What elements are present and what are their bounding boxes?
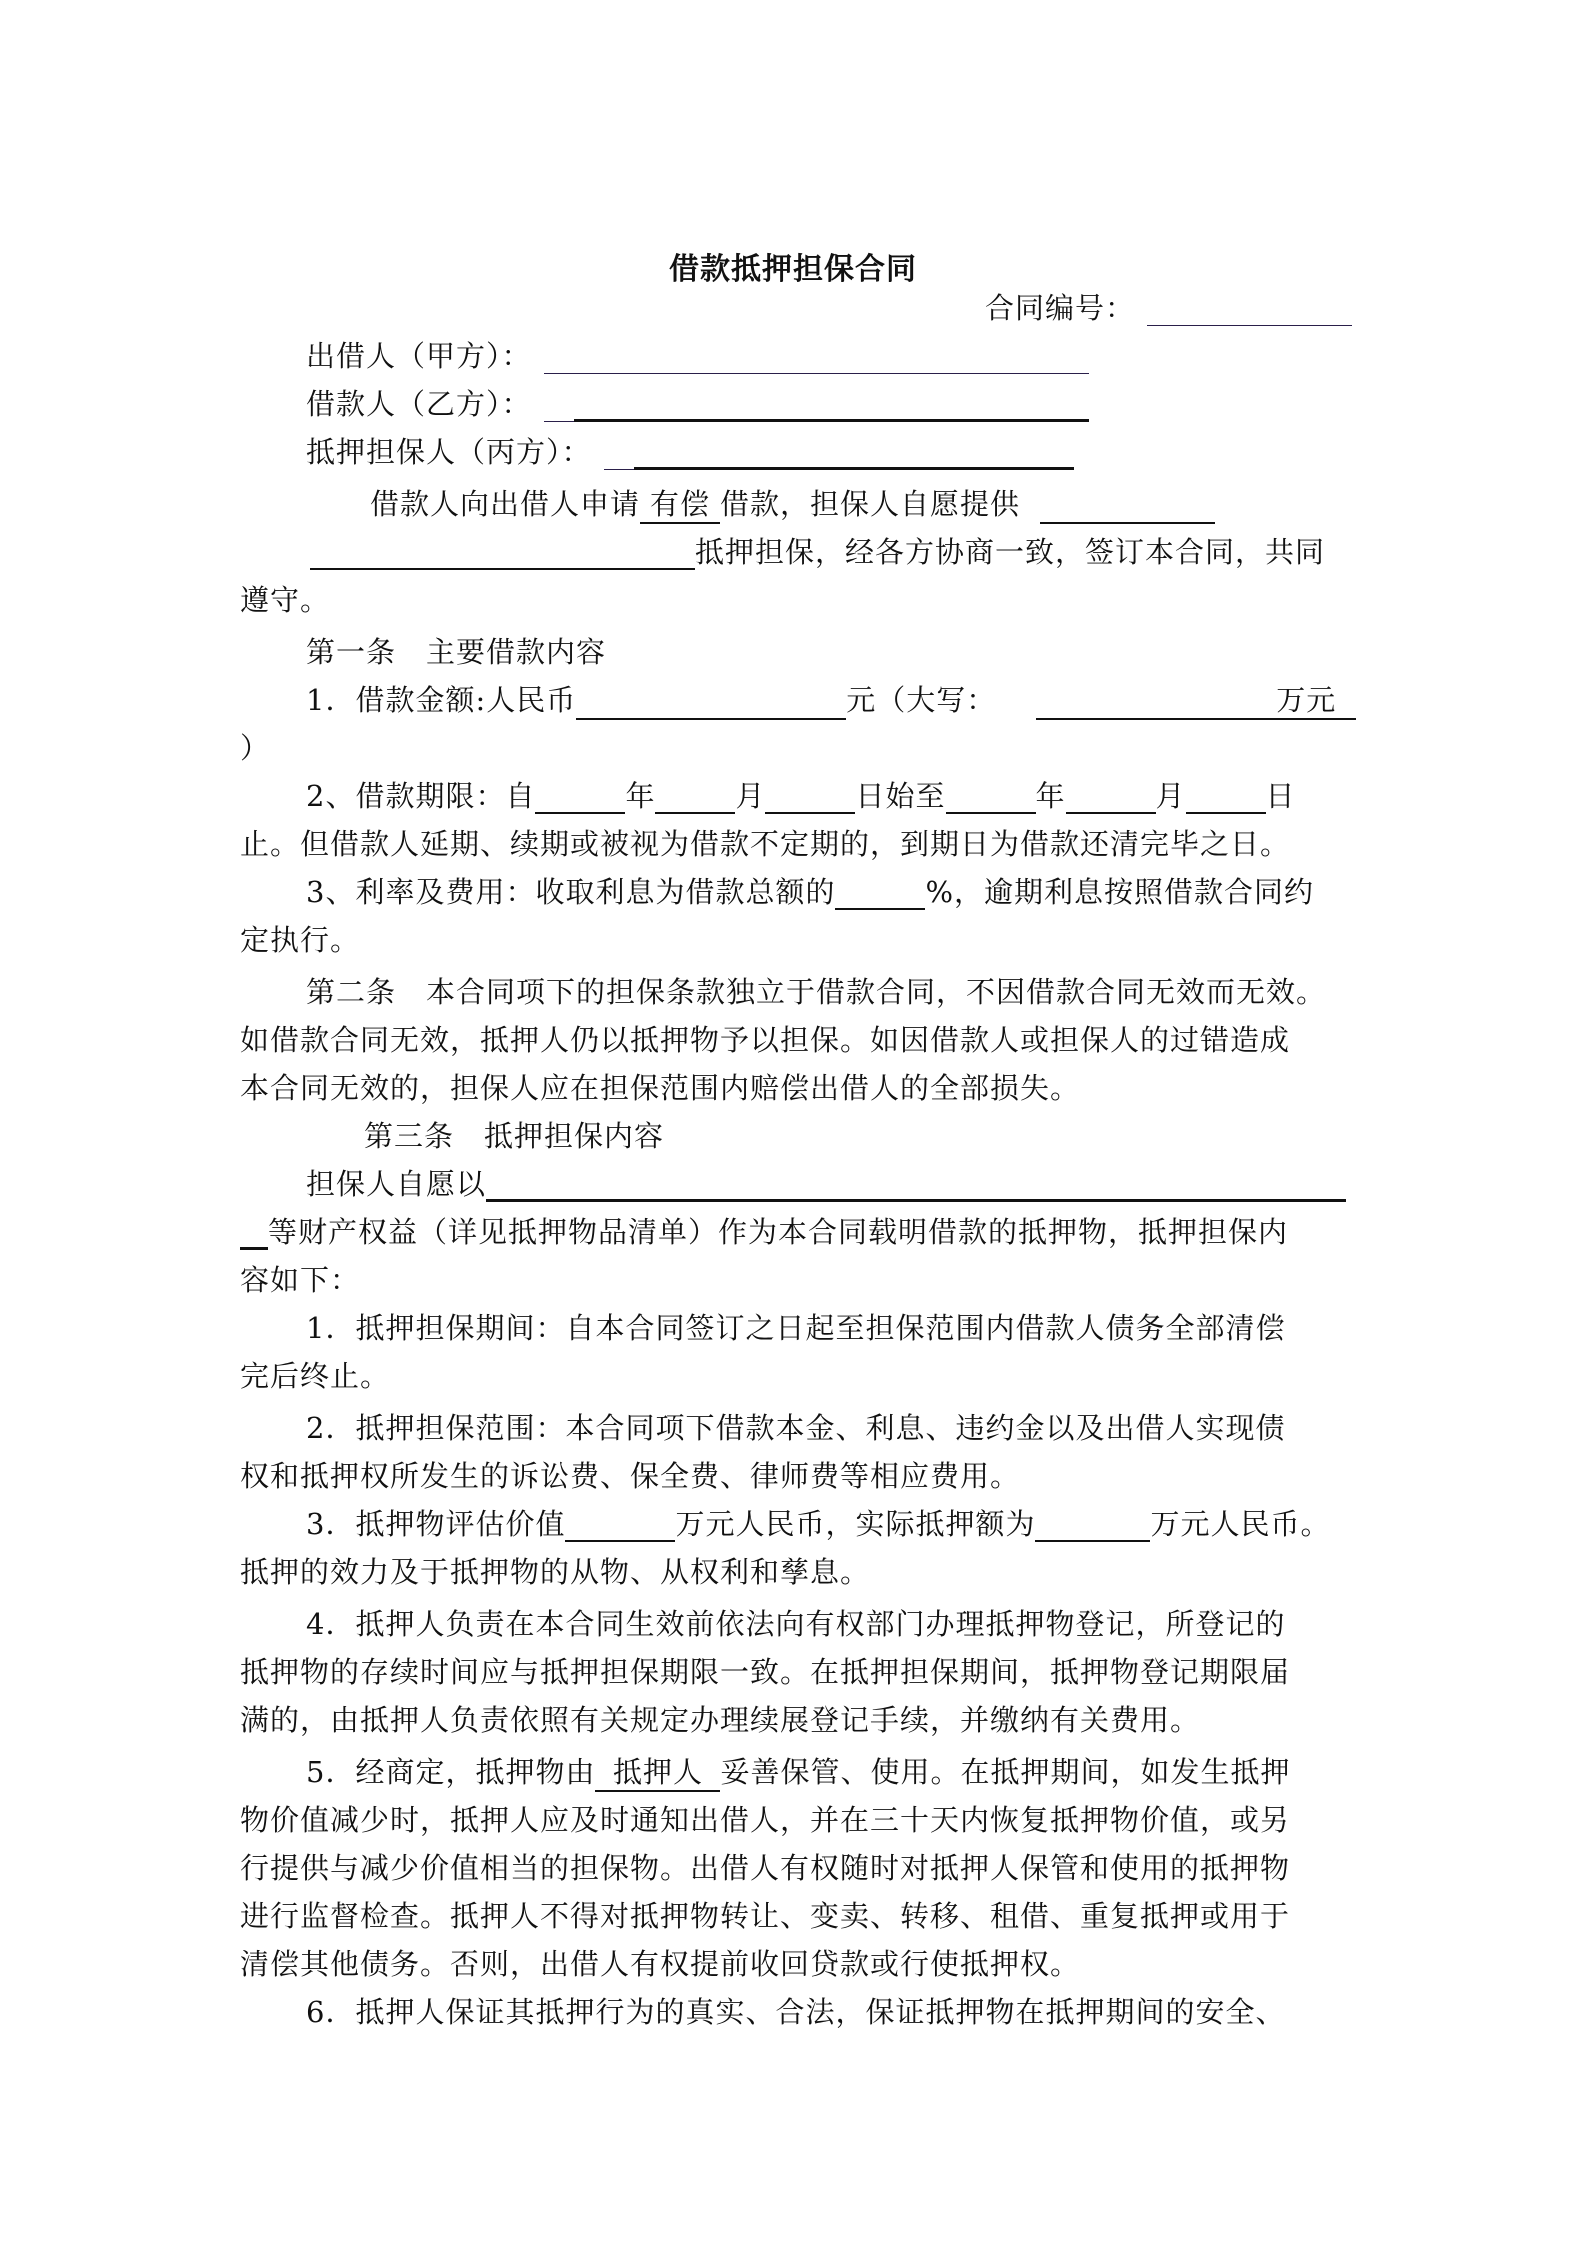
clause-5-line-1 — [306, 1754, 1290, 1792]
clause-3-line-1 — [306, 1506, 1330, 1542]
borrower-blank-lead — [544, 391, 574, 422]
preamble-line-2 — [310, 534, 1325, 570]
preamble-line-1 — [370, 486, 1215, 524]
loan-type-blank[interactable] — [640, 486, 720, 524]
loan-amount-blank[interactable] — [576, 688, 846, 720]
clause-5-line-5: 清偿其他债务。否则，出借人有权提前收回贷款或行使抵押权。 — [240, 1947, 1081, 1981]
month-text: 月 — [735, 779, 766, 813]
borrower-label: 借款人（乙方）： — [306, 387, 532, 421]
clause-5-text: 5．经商定，抵押物由 — [306, 1755, 596, 1789]
end-year-blank[interactable] — [946, 782, 1036, 814]
clause-3-text: 3．抵押物评估价值 — [306, 1507, 566, 1541]
clause-4-line-2: 抵押物的存续时间应与抵押担保期限一致。在抵押担保期间，抵押物登记期限届 — [240, 1655, 1291, 1689]
clause-5-line-3: 行提供与减少价值相当的担保物。出借人有权随时对抵押人保管和使用的抵押物 — [240, 1851, 1291, 1885]
collateral-intro-line-2 — [240, 1214, 1288, 1250]
preamble-text: 借款，担保人自愿提供 — [720, 487, 1021, 521]
preamble-text: 借款人向出借人申请 — [370, 487, 641, 521]
custodian-value: 抵押人 — [612, 1755, 703, 1789]
guarantor-blank[interactable] — [634, 437, 1074, 470]
collateral-intro-row — [306, 1166, 1346, 1202]
clause-4-line-1: 4．抵押人负责在本合同生效前依法向有权部门办理抵押物登记，所登记的 — [306, 1607, 1286, 1641]
borrower-row — [306, 386, 1089, 422]
preamble-text: 抵押担保，经各方协商一致，签订本合同，共同 — [695, 535, 1326, 569]
loan-term-label: 2、借款期限：自 — [306, 779, 536, 813]
interest-text: %，逾期利息按照借款合同约 — [925, 875, 1315, 909]
loan-amount-text: 元（大写： — [846, 683, 997, 717]
article-2-line-3: 本合同无效的，担保人应在担保范围内赔偿出借人的全部损失。 — [240, 1071, 1081, 1105]
article-1-heading: 第一条 主要借款内容 — [306, 635, 607, 669]
guarantor-row — [306, 434, 1074, 470]
collateral-intro-line-3: 容如下： — [240, 1263, 361, 1297]
interest-row — [306, 874, 1314, 910]
start-month-blank[interactable] — [655, 782, 735, 814]
loan-amount-label: 1．借款金额:人民币 — [306, 683, 577, 717]
article-2-line-1: 第二条 本合同项下的担保条款独立于借款合同，不因借款合同无效而无效。 — [306, 975, 1327, 1009]
loan-term-row — [306, 778, 1296, 814]
year-text: 年 — [625, 779, 656, 813]
custodian-blank[interactable] — [595, 1754, 720, 1792]
guarantor-blank-lead — [604, 439, 634, 470]
article-3-heading: 第三条 抵押担保内容 — [364, 1119, 665, 1153]
month-text: 月 — [1155, 779, 1186, 813]
lender-row — [306, 338, 1089, 374]
mortgage-amount-blank[interactable] — [1035, 1510, 1150, 1542]
loan-amount-close: ） — [240, 731, 271, 765]
end-day-blank[interactable] — [1186, 782, 1266, 814]
collateral-intro-text: 担保人自愿以 — [306, 1167, 487, 1201]
interest-label: 3、利率及费用：收取利息为借款总额的 — [306, 875, 836, 909]
day-start-text: 日始至 — [855, 779, 946, 813]
preamble-line-3: 遵守。 — [240, 583, 331, 617]
contract-number-label: 合同编号： — [985, 291, 1136, 325]
interest-line-2: 定执行。 — [240, 923, 361, 957]
day-end-text: 日 — [1265, 779, 1296, 813]
contract-number-row — [985, 290, 1352, 326]
year-text: 年 — [1035, 779, 1066, 813]
clause-5-line-2: 物价值减少时，抵押人应及时通知出借人，并在三十天内恢复抵押物价值，或另 — [240, 1803, 1291, 1837]
loan-amount-words-blank[interactable] — [1036, 682, 1356, 720]
clause-6-line-1: 6．抵押人保证其抵押行为的真实、合法，保证抵押物在抵押期间的安全、 — [306, 1995, 1286, 2029]
end-month-blank[interactable] — [1066, 782, 1156, 814]
collateral-blank-1[interactable] — [1040, 492, 1215, 524]
borrower-blank[interactable] — [574, 389, 1089, 422]
loan-type-value: 有偿 — [650, 487, 711, 521]
collateral-blank-2[interactable] — [310, 538, 695, 570]
clause-2-line-1: 2．抵押担保范围：本合同项下借款本金、利息、违约金以及出借人实现债 — [306, 1411, 1286, 1445]
clause-3-text: 万元人民币。 — [1150, 1507, 1331, 1541]
clause-4-line-3: 满的，由抵押人负责依照有关规定办理续展登记手续，并缴纳有关费用。 — [240, 1703, 1201, 1737]
contract-number-blank[interactable] — [1147, 295, 1352, 326]
clause-5-text: 妥善保管、使用。在抵押期间，如发生抵押 — [720, 1755, 1291, 1789]
loan-amount-row — [306, 682, 1356, 720]
collateral-description-blank[interactable] — [486, 1169, 1346, 1202]
unit-text: 万元 — [1276, 683, 1337, 717]
clause-2-line-2: 权和抵押权所发生的诉讼费、保全费、律师费等相应费用。 — [240, 1459, 1021, 1493]
document-title: 借款抵押担保合同 — [669, 252, 917, 287]
lender-label: 出借人（甲方）： — [306, 339, 532, 373]
clause-5-line-4: 进行监督检查。抵押人不得对抵押物转让、变卖、转移、租借、重复抵押或用于 — [240, 1899, 1291, 1933]
start-year-blank[interactable] — [535, 782, 625, 814]
start-day-blank[interactable] — [765, 782, 855, 814]
guarantor-label: 抵押担保人（丙方）： — [306, 435, 592, 469]
interest-rate-blank[interactable] — [835, 878, 925, 910]
collateral-intro-text: 等财产权益（详见抵押物品清单）作为本合同载明借款的抵押物，抵押担保内 — [268, 1215, 1289, 1249]
loan-term-line-2: 止。但借款人延期、续期或被视为借款不定期的，到期日为借款还清完毕之日。 — [240, 827, 1291, 861]
clause-3-line-2: 抵押的效力及于抵押物的从物、从权利和孳息。 — [240, 1555, 871, 1589]
clause-1-line-2: 完后终止。 — [240, 1359, 391, 1393]
clause-1-line-1: 1．抵押担保期间：自本合同签订之日起至担保范围内借款人债务全部清偿 — [306, 1311, 1286, 1345]
article-2-line-2: 如借款合同无效，抵押人仍以抵押物予以担保。如因借款人或担保人的过错造成 — [240, 1023, 1291, 1057]
clause-3-text: 万元人民币，实际抵押额为 — [675, 1507, 1036, 1541]
collateral-description-blank-cont[interactable] — [240, 1217, 268, 1250]
appraised-value-blank[interactable] — [565, 1510, 675, 1542]
lender-blank[interactable] — [544, 343, 1089, 374]
